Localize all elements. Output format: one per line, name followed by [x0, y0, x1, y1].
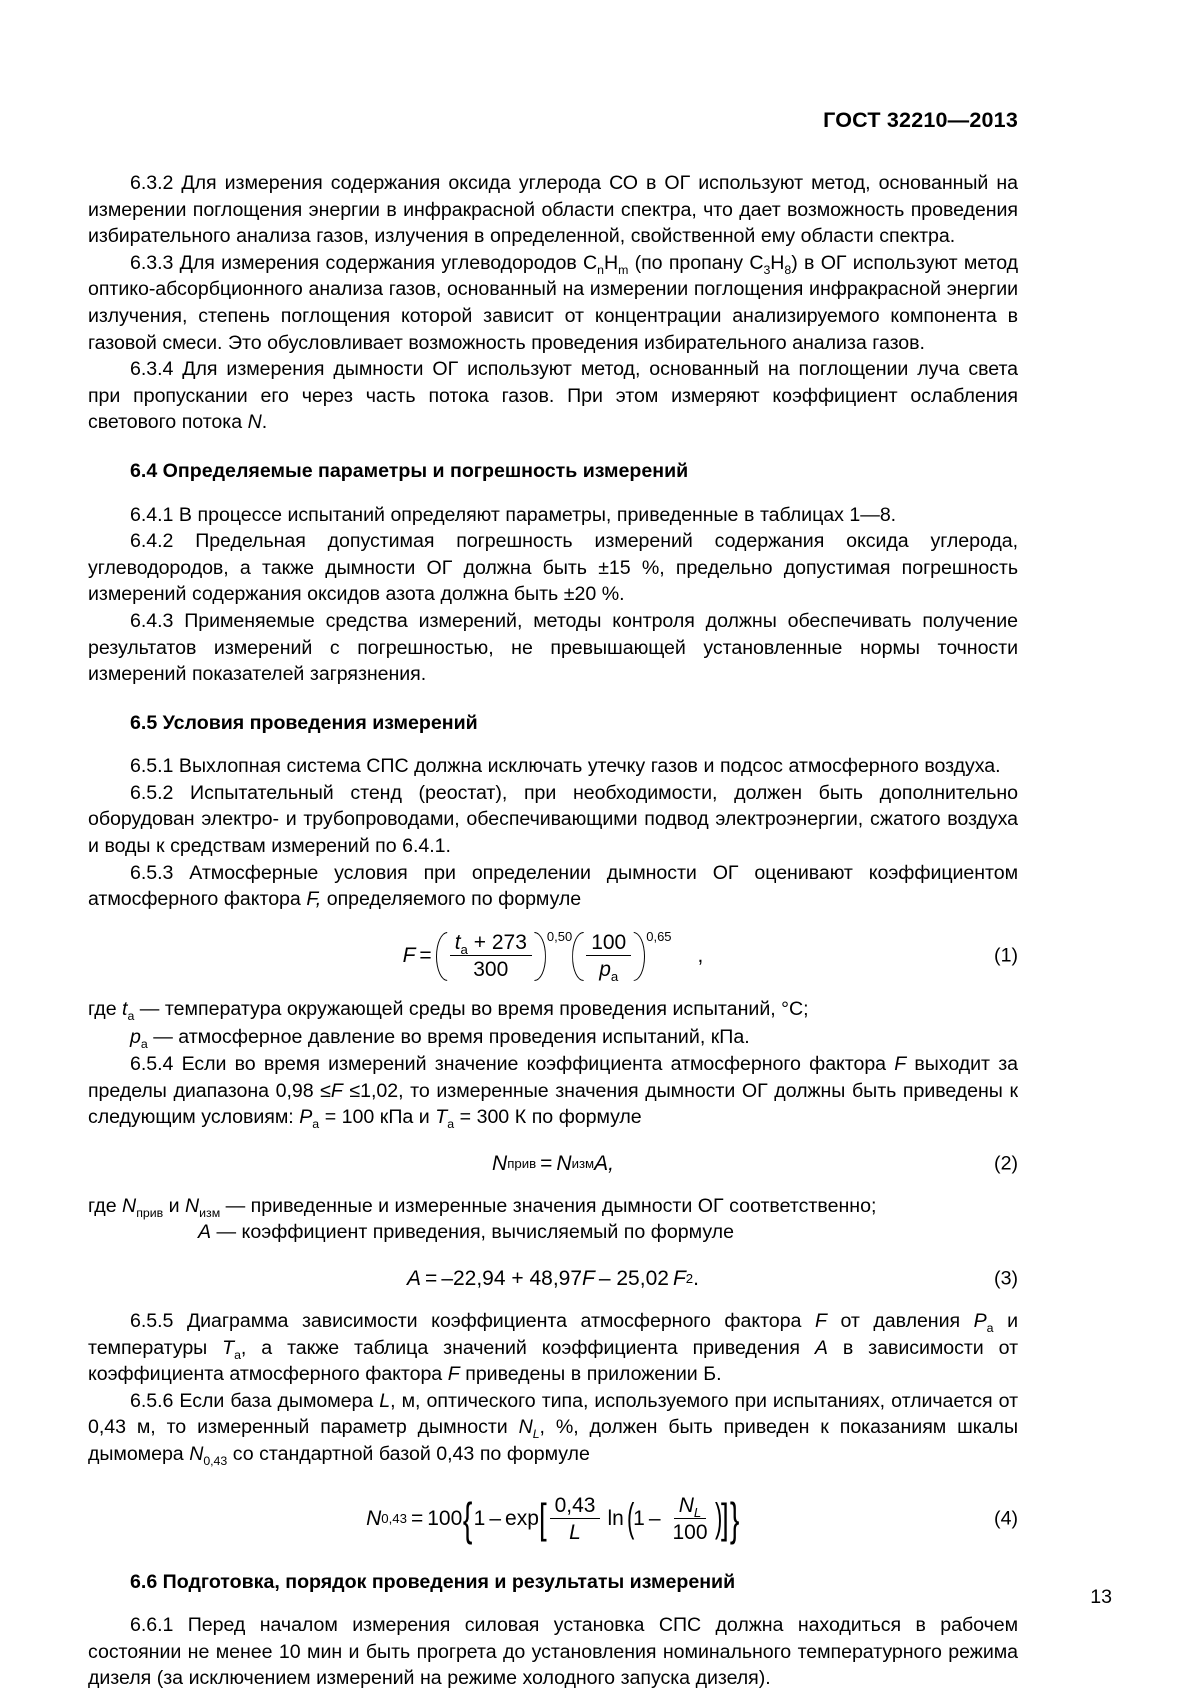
where-text-3: — приведенные и измеренные значения дымности ОГ соответственно;	[220, 1194, 877, 1217]
paragraph-6-5-5	[88, 1308, 1018, 1388]
paren-left-icon-2	[572, 931, 583, 982]
p656-part2: , м, оптического типа, используемого при испытаниях, отличается от 0,43 м, то измеренный параметр дымности	[88, 1389, 1018, 1439]
where-prefix-2: где	[88, 1194, 123, 1217]
where-sub-izm: изм	[199, 1205, 221, 1220]
f4-eq: =	[410, 1507, 424, 1531]
p655-var-F: F	[814, 1310, 827, 1333]
p655-var-T: T	[222, 1336, 235, 1359]
paren-left-icon	[436, 931, 447, 982]
p655-sub-T: a	[234, 1347, 241, 1362]
f3-mid: – 25,02	[598, 1267, 669, 1291]
paragraph-6-5-1: 6.5.1 Выхлопная система СПС должна исключать утечку газов и подсос атмосферного воздуха.	[130, 755, 1001, 778]
where-var-pa: p	[130, 1026, 141, 1049]
f1-denominator-2	[594, 956, 623, 985]
formula-2	[88, 1149, 1018, 1179]
f1-den2-var: p	[599, 958, 611, 982]
brace-right-icon: }	[729, 1492, 740, 1545]
where-block-2-line-2	[88, 1219, 1018, 1246]
p655-var-A: A	[814, 1336, 828, 1359]
f4-minus-a: –	[489, 1507, 502, 1531]
where-var-A: A	[198, 1221, 212, 1244]
p633-part-2: (по пропану C	[628, 251, 764, 274]
p656-sub-N2: 0,43	[203, 1453, 228, 1468]
f1-group-1	[436, 931, 546, 982]
f4-num-b-sub: L	[693, 1504, 702, 1520]
f1-exponent-1: 0,50	[546, 928, 573, 944]
p633-sub-8: 8	[784, 262, 792, 277]
p633-sub-3: 3	[763, 262, 771, 277]
p655-var-P: P	[973, 1310, 987, 1333]
formula-4	[88, 1494, 1018, 1545]
f4-fraction-1	[550, 1494, 601, 1545]
f1-exponent-2: 0,65	[646, 928, 672, 944]
f1-num1-rest: + 273	[473, 930, 527, 954]
formula-4-expression: N 0,43 = 100 { 1 – exp [ $\frac{0,43}{L}$ ln ( 1 – $\frac{N_L}{100}$ ) ] }	[366, 1492, 740, 1545]
f4-one-a: 1	[473, 1507, 486, 1531]
p654-part5: = 300 К по формуле	[454, 1106, 642, 1129]
p654-var-F: F	[894, 1053, 907, 1076]
f3-lhs: A	[407, 1267, 422, 1291]
where-prefix-1: где	[88, 997, 123, 1020]
f1-numerator-1	[450, 931, 532, 957]
formula-1-number: (1)	[994, 944, 1018, 967]
p654-part1: 6.5.4 Если во время измерений значение коэффициента атмосферного фактора	[130, 1053, 895, 1076]
f1-num1-sub: a	[460, 942, 468, 958]
formula-3-expression: A = –22,94 + 48,97 F – 25,02 F 2 .	[407, 1267, 699, 1291]
f3-eq: =	[425, 1267, 438, 1291]
f1-num1-var: t	[454, 930, 461, 954]
f3-body: –22,94 + 48,97	[441, 1267, 583, 1291]
f1-numerator-2: 100	[586, 931, 631, 957]
p655-part3: и температуры	[88, 1310, 1018, 1359]
paragraph-6-4-1: 6.4.1 В процессе испытаний определяют параметры, приведенные в таблицах 1—8.	[130, 503, 897, 526]
p655-part4: , а также таблица значений коэффициента приведения	[240, 1336, 815, 1359]
formula-4-number: (4)	[994, 1507, 1018, 1530]
p654-sub-T: a	[447, 1117, 455, 1132]
p633-part-h2: H	[770, 251, 785, 274]
p656-var-L: L	[379, 1389, 391, 1412]
p656-part1: 6.5.6 Если база дымомера	[130, 1389, 380, 1412]
p654-sub-P: a	[312, 1117, 320, 1132]
p654-var-P: P	[299, 1106, 313, 1129]
where-text-2: — атмосферное давление во время проведения испытаний, кПа.	[147, 1026, 750, 1049]
formula-2-number: (2)	[994, 1152, 1018, 1175]
paragraph-6-4-3: 6.4.3 Применяемые средства измерений, методы контроля должны обеспечивать получение результатов измерений с погрешностью, не превышающей установленные нормы точности измерений показателей загрязнения.	[88, 609, 1018, 686]
f4-coefficient: 100	[427, 1507, 463, 1531]
where-block-1-line-1	[88, 996, 1018, 1023]
paragraph-6-3-3	[88, 250, 1018, 356]
formula-3	[88, 1264, 1018, 1294]
f1-den2-sub: a	[610, 969, 619, 985]
f1-denominator-1: 300	[473, 958, 509, 982]
formula-1	[88, 928, 1018, 985]
where-sub-a: a	[127, 1008, 135, 1023]
p633-sub-n: n	[597, 262, 604, 277]
p654-var-T: T	[435, 1106, 448, 1129]
where-block-1-line-2	[88, 1024, 1018, 1051]
p655-var-F2: F	[447, 1363, 460, 1386]
p655-part2: от давления	[826, 1310, 974, 1333]
f4-num-b	[674, 1494, 707, 1520]
f1-fraction-1	[450, 931, 532, 982]
p655-sub-P: a	[986, 1320, 994, 1335]
f1-fraction-2	[586, 930, 631, 985]
where-sub-priv: прив	[136, 1205, 164, 1220]
f4-minus-b: –	[648, 1507, 661, 1531]
heading-6-4: 6.4 Определяемые параметры и погрешность измерений	[130, 459, 689, 482]
p654-var-F2: F	[330, 1079, 343, 1102]
p656-var-N: N	[518, 1416, 533, 1439]
p633-part-h: H	[603, 251, 619, 274]
f4-den-a: L	[569, 1521, 581, 1545]
f3-var2: F	[672, 1267, 686, 1291]
f2-eq: =	[540, 1151, 553, 1175]
f4-lhs: N	[366, 1507, 382, 1531]
where-text-1: — температура окружающей среды во время проведения испытаний, °С;	[134, 997, 809, 1020]
variable-N: N	[247, 411, 262, 434]
paragraph-6-3-4: 6.3.4 Для измерения дымности ОГ используют метод, основанный на поглощении луча света при пропускании его через часть потока газов. При этом измеряют коэффициент ослабления светового потока N.	[88, 358, 1018, 434]
paragraph-6-4-2: 6.4.2 Предельная допустимая погрешность измерений содержания оксида углерода, углеводородов, а также дымности ОГ должна быть ±15 %, предельно допустимая погрешность измерений содержания оксидов азота должна быть ±20 %.	[88, 530, 1018, 606]
p655-part6: приведены в приложении Б.	[459, 1363, 722, 1386]
p633-part-3: ) в ОГ используют метод оптико-абсорбционного анализа газов, основанный на измерении поглощения инфракрасной энергии излучения, степень поглощения которой зависит от концентрации анализируемого компонента в газовой смеси. Это обусловливает возможность проведения избирательного анализа газов.	[88, 251, 1018, 354]
where-var-Npriv: N	[122, 1194, 137, 1217]
f4-ln: ln	[607, 1507, 624, 1531]
where-var-ta: t	[122, 997, 128, 1020]
f1-trailing-comma: ,	[697, 944, 704, 968]
f2-rhs-tail: A,	[594, 1151, 614, 1175]
f1-eq: =	[419, 944, 432, 968]
p656-part4: со стандартной базой 0,43 по формуле	[227, 1443, 590, 1465]
f4-num-b-var: N	[678, 1493, 694, 1517]
formula-1-expression	[402, 928, 704, 985]
paragraph-6-6-1: 6.6.1 Перед началом измерения силовая установка СПС должна находиться в рабочем состоянии не менее 10 мин и быть прогрета до установления номинального температурного режима дизеля (за исключением измерений на режиме холодного запуска дизеля).	[88, 1614, 1018, 1690]
formula-2-expression: N прив = N изм A,	[492, 1151, 614, 1175]
paragraph-6-5-2: 6.5.2 Испытательный стенд (реостат), при необходимости, должен быть дополнительно оборудован электро- и трубопроводами, обеспечивающими подвод электроэнергии, сжатого воздуха и воды к средствам измерений по 6.4.1.	[88, 781, 1018, 858]
bigparen-left-icon: (	[626, 1496, 635, 1541]
f4-num-a: 0,43	[550, 1494, 601, 1520]
p633-part-1: 6.3.3 Для измерения содержания углеводородов C	[130, 251, 598, 274]
page-content	[88, 0, 1018, 1692]
where-block-2-line-1	[88, 1193, 1018, 1220]
p655-part5: в зависимости от коэффициента атмосферного фактора	[88, 1336, 1019, 1386]
p656-part3: , %, должен быть приведен к показаниям шкалы дымомера	[88, 1416, 1018, 1465]
p656-var-N2: N	[189, 1443, 204, 1465]
p633-sub-m: m	[618, 262, 629, 277]
paragraph-6-3-2: 6.3.2 Для измерения содержания оксида углерода СО в ОГ используют метод, основанный на измерении поглощения энергии в инфракрасной области спектра, что дает возможность проведения избирательного анализа газов, излучения в определенной, свойственной ему области спектра.	[88, 172, 1018, 248]
f1-lhs: F	[402, 944, 416, 968]
f2-lhs: N	[492, 1151, 508, 1175]
heading-6-5: 6.5 Условия проведения измерений	[130, 711, 478, 734]
document-header: ГОСТ 32210—2013	[823, 108, 1018, 132]
where-var-Nizm: N	[185, 1194, 200, 1217]
paragraph-6-5-4	[88, 1051, 1018, 1131]
p654-part4: = 100 кПа и	[319, 1106, 436, 1129]
formula-3-number: (3)	[994, 1267, 1018, 1290]
paragraph-6-5-3: 6.5.3 Атмосферные условия при определении дымности ОГ оценивают коэффициентом атмосферного фактора F, определяемого по формуле	[88, 861, 1018, 911]
where-text-4: — коэффициент приведения, вычисляемый по формуле	[211, 1221, 735, 1244]
f3-var1: F	[582, 1267, 595, 1291]
variable-F: F,	[306, 888, 322, 911]
p656-sub-N: L	[532, 1427, 540, 1442]
heading-6-6: 6.6 Подготовка, порядок проведения и результаты измерений	[130, 1570, 736, 1593]
where-mid-and: и	[163, 1194, 186, 1217]
paren-right-icon	[535, 931, 546, 982]
f4-one-b: 1	[633, 1507, 645, 1531]
brace-left-icon: {	[463, 1492, 473, 1545]
f4-exp-label: exp	[505, 1507, 539, 1531]
where-sub-a-2: a	[140, 1037, 148, 1052]
p655-part1: 6.5.5 Диаграмма зависимости коэффициента атмосферного фактора	[130, 1310, 815, 1333]
bracket-left-icon: [	[538, 1494, 547, 1542]
paren-right-icon-2	[634, 931, 645, 982]
f2-rhs: N	[556, 1151, 572, 1175]
f3-tail: .	[693, 1267, 699, 1291]
f1-group-2	[572, 930, 645, 985]
f4-fraction-2	[668, 1494, 713, 1545]
bracket-right-icon: ]	[720, 1494, 729, 1542]
p654-part3: ≤1,02, то измеренные значения дымности ОГ должны быть приведены к следующим условиям:	[88, 1079, 1018, 1129]
f4-den-b: 100	[672, 1521, 708, 1545]
bigparen-right-icon: )	[714, 1496, 722, 1541]
p654-part2: выходит за пределы диапазона 0,98 ≤	[88, 1053, 1018, 1102]
page-number: 13	[1090, 1586, 1112, 1608]
paragraph-6-5-6	[88, 1388, 1018, 1468]
